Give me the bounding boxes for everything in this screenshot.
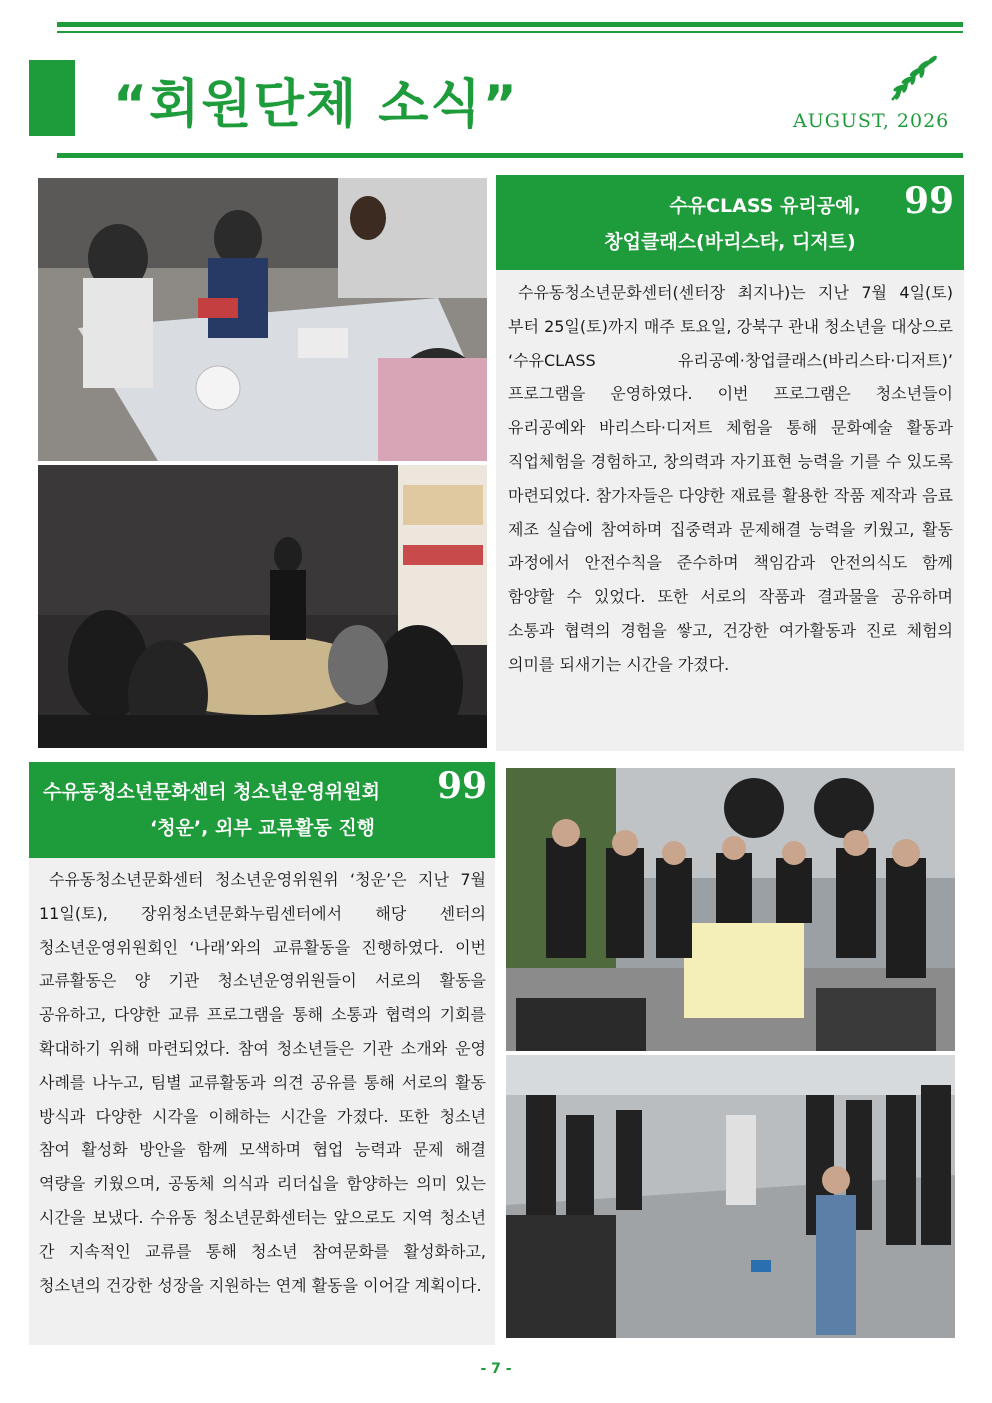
- page-number: - 7 -: [480, 1361, 512, 1377]
- top-rule: [57, 22, 963, 27]
- issue-date: AUGUST, 2026: [793, 110, 950, 132]
- article2-body-box: [29, 858, 495, 1345]
- photo-glass-craft-class: [38, 178, 487, 461]
- article1-heading: [496, 175, 964, 270]
- quote-icon: 99: [437, 765, 488, 807]
- title-accent-block: [29, 60, 75, 136]
- page-title: “회원단체 소식”: [113, 75, 519, 135]
- article2-heading-line1: 수유동청소년문화센터 청소년운영위원회: [43, 781, 380, 803]
- photo-barista-class: [38, 465, 487, 748]
- leaf-icon: [888, 54, 940, 102]
- quote-icon: 99: [904, 180, 955, 222]
- photo-team-activity: [506, 1055, 955, 1338]
- article1-body-box: [496, 270, 964, 751]
- article1-heading-line2: 창업클래스(바리스타, 디저트): [604, 231, 856, 253]
- header-bottom-rule: [57, 153, 963, 158]
- photo-group-exchange: [506, 768, 955, 1051]
- article1-body-text: 수유동청소년문화센터(센터장 최지나)는 지난 7월 4일(토)부터 25일(토)까지 매주 토요일, 강북구 관내 청소년을 대상으로 ‘수유CLASS 유리공예·창업클래스(바리스타·디저트)’ 프로그램을 운영하였다. 이번 프로그램은 청소년들이 유리공예와 바리스타·디저트 체험을 통해 문화예술 활동과 직업체험을 경험하고, 창의력과 자기표현 능력을 기를 수 있도록 마련되었다. 참가자들은 다양한 재료를 활용한 작품 제작과 음료 제조 실습에 참여하며 집중력과 문제해결 능력을 키웠고, 활동 과정에서 안전수칙을 준수하며 책임감과 안전의식도 함께 함양할 수 있었다. 또한 서로의 작품과 결과물을 공유하며 소통과 협력의 경험을 쌓고, 건강한 여가활동과 진로 체험의 의미를 되새기는 시간을 가졌다.: [508, 283, 953, 674]
- article2-heading: [29, 762, 495, 858]
- article2-heading-line2: ‘청운’, 외부 교류활동 진행: [150, 817, 376, 839]
- top-rule-thin: [57, 31, 963, 33]
- article1-heading-line1: 수유CLASS 유리공예,: [669, 195, 861, 217]
- article2-body-text: 수유동청소년문화센터 청소년운영위원위 ‘청운’은 지난 7월 11일(토), 장위청소년문화누림센터에서 해당 센터의 청소년운영위원회인 ‘나래’와의 교류활동을 진행하였다. 이번 교류활동은 양 기관 청소년운영위원들이 서로의 활동을 공유하고, 다양한 교류 프로그램을 통해 소통과 협력의 기회를 확대하기 위해 마련되었다. 참여 청소년들은 기관 소개와 운영 사례를 나누고, 팀별 교류활동과 의견 공유를 통해 서로의 활동 방식과 다양한 시각을 이해하는 시간을 가졌다. 또한 청소년 참여 활성화 방안을 함께 모색하며 협업 능력과 문제 해결 역량을 키웠으며, 공동체 의식과 리더십을 함양하는 의미 있는 시간을 보냈다. 수유동 청소년문화센터는 앞으로도 지역 청소년 간 지속적인 교류를 통해 청소년 참여문화를 활성화하고, 청소년의 건강한 성장을 지원하는 연계 활동을 이어갈 계획이다.: [39, 870, 486, 1295]
